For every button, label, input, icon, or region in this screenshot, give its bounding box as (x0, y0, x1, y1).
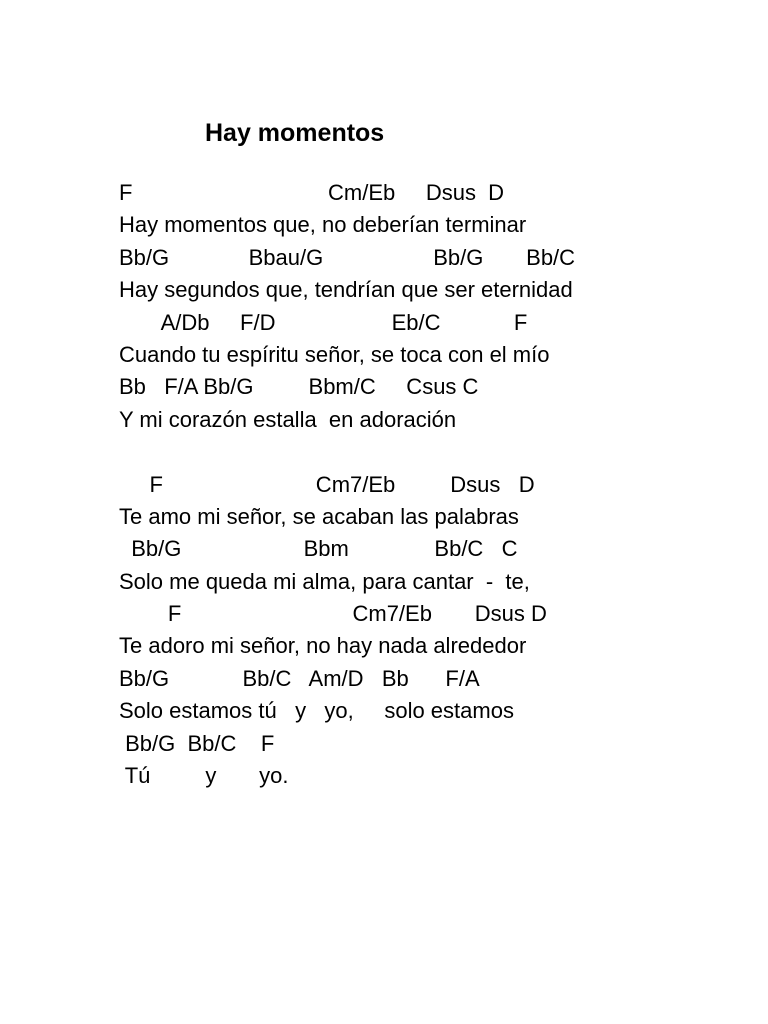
lyric-line: Te amo mi señor, se acaban las palabras (119, 503, 519, 529)
chord-line: Bb/G Bbau/G Bb/G Bb/C (119, 244, 576, 270)
lyric-line: Te adoro mi señor, no hay nada alrededor (119, 633, 527, 659)
lyric-line: Hay momentos que, no deberían terminar (119, 212, 527, 238)
lyric-line: Hay segundos que, tendrían que ser eternidad (119, 277, 573, 303)
chord-line: Bb/G Bbm Bb/C C (119, 536, 518, 562)
blank-line (119, 436, 575, 468)
chord-line: F Cm/Eb Dsus D (119, 180, 505, 205)
chord-line: Bb/G Bb/C F (119, 730, 275, 756)
chord-sheet (119, 177, 575, 792)
chord-line: Bb F/A Bb/G Bbm/C Csus C (119, 374, 479, 400)
lyric-line: Tú y yo. (119, 763, 289, 789)
lyric-line: Y mi corazón estalla en adoración (119, 406, 457, 432)
chord-line: F Cm7/Eb Dsus D (119, 471, 535, 497)
lyric-line: Solo me queda mi alma, para cantar - te, (119, 568, 530, 594)
lyric-line: Cuando tu espíritu señor, se toca con el mío (119, 341, 550, 367)
chord-line: A/Db F/D Eb/C F (119, 309, 528, 335)
chord-line: F Cm7/Eb Dsus D (119, 601, 547, 627)
lyric-line: Solo estamos tú y yo, solo estamos (119, 698, 514, 724)
song-title: Hay momentos (205, 119, 385, 147)
chord-line: Bb/G Bb/C Am/D Bb F/A (119, 665, 480, 691)
